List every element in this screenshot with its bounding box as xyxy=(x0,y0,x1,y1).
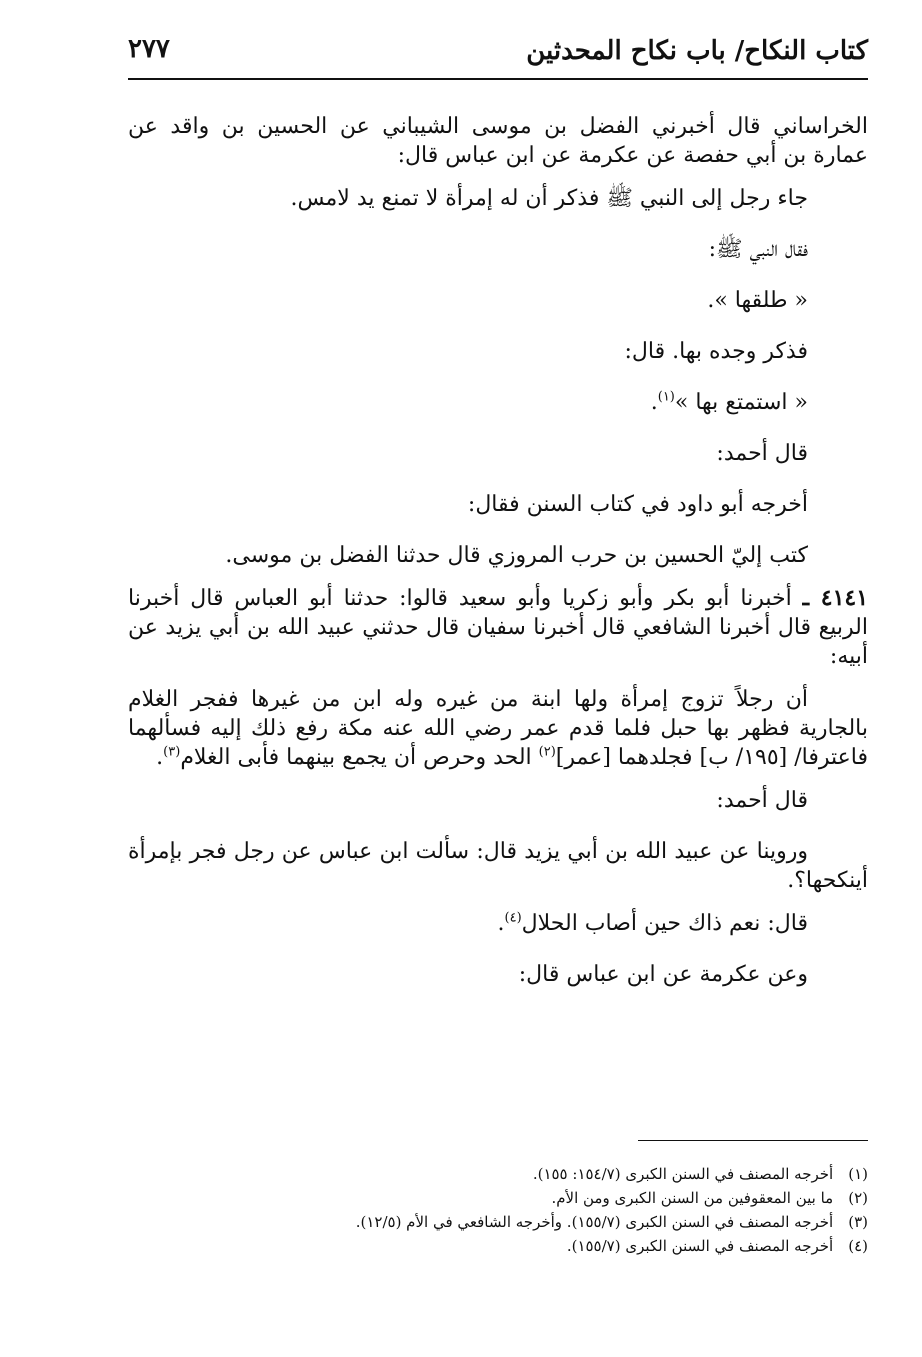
paragraph-quote-2 xyxy=(128,388,868,417)
period: . xyxy=(497,911,505,936)
footnote-ref-2: (٢) xyxy=(538,744,556,760)
answer-text: قال: نعم ذاك حين أصاب الحلال xyxy=(521,911,808,936)
footnote-text: أخرجه المصنف في السنن الكبرى (١٥٥/٧). xyxy=(566,1237,834,1255)
hadith-number: ٤١٤١ ـ xyxy=(802,585,869,611)
hadith-isnad: أخبرنا أبو بكر وأبو زكريا وأبو سعيد قالوا: حدثنا أبو العباس قال أخبرنا الربيع قال أخبرنا الشافعي قال أخبرنا سفيان قال حدثني عبيد الله بن أبي يزيد عن أبيه: xyxy=(128,586,868,669)
story-text-a: أن رجلاً تزوج إمرأة ولها ابنة من غيره وله ابن من غيرها ففجر الغلام بالجارية فظهر بها حبل فلما قدم عمر رضي الله عنه مكة رفع ذلك إليه فسألهما فاعترفا/ [١٩٥/ ب] فجلدهما [عمر] xyxy=(128,687,868,770)
paragraph-chain: كتب إليّ الحسين بن حرب المروزي قال حدثنا الفضل بن موسى. xyxy=(225,543,808,568)
paragraph-hadith-4141 xyxy=(128,584,868,671)
period: . xyxy=(650,390,658,415)
page-number: ٢٧٧ xyxy=(128,34,170,64)
footnote-4 xyxy=(178,1234,868,1258)
footnote-3 xyxy=(178,1210,868,1234)
paragraph-hadith: جاء رجل إلى النبي ﷺ فذكر أن له إمرأة لا تمنع يد لامس. xyxy=(290,186,808,211)
footnote-ref-1: (١) xyxy=(657,389,675,405)
footnote-2 xyxy=(178,1186,868,1210)
footnote-number: (٤) xyxy=(848,1237,868,1255)
footnote-text: ما بين المعقوفين من السنن الكبرى ومن الأم. xyxy=(551,1189,834,1207)
footnote-ref-3: (٣) xyxy=(163,744,181,760)
paragraph-prophet-said: فقال النبي ﷺ: xyxy=(708,237,808,262)
paragraph-riwaya: وروينا عن عبيد الله بن أبي يزيد قال: سألت ابن عباس عن رجل فجر بإمرأة أينكحها؟. xyxy=(128,839,868,893)
paragraph-isnad: الخراساني قال أخبرني الفضل بن موسى الشيباني عن الحسين بن واقد عن عمارة بن أبي حفصة عن عكرمة عن ابن عباس قال: xyxy=(128,114,868,168)
footnote-1 xyxy=(178,1162,868,1186)
period: . xyxy=(156,745,164,770)
footnote-text: أخرجه المصنف في السنن الكبرى (١٥٥/٧). وأخرجه الشافعي في الأم (١٢/٥). xyxy=(355,1213,834,1231)
header-rule xyxy=(128,78,868,80)
page-header xyxy=(128,30,868,80)
story-text-b: الحد وحرص أن يجمع بينهما فأبى الغلام xyxy=(180,745,539,770)
paragraph-quote: « طلقها ». xyxy=(707,288,808,313)
footnote-separator xyxy=(638,1140,868,1141)
footnotes xyxy=(178,1162,868,1258)
paragraph-answer xyxy=(128,909,868,938)
footnote-number: (٣) xyxy=(848,1213,868,1231)
running-title: كتاب النكاح/ باب نكاح المحدثين xyxy=(526,36,868,66)
paragraph-ahmad-said: قال أحمد: xyxy=(716,441,808,466)
footnote-number: (١) xyxy=(848,1165,868,1183)
paragraph-takhrij: أخرجه أبو داود في كتاب السنن فقال: xyxy=(467,492,808,517)
paragraph-story xyxy=(128,685,868,772)
paragraph-narration: فذكر وجده بها. قال: xyxy=(624,339,808,364)
footnote-number: (٢) xyxy=(848,1189,868,1207)
footnote-ref-4: (٤) xyxy=(504,910,522,926)
footnote-text: أخرجه المصنف في السنن الكبرى (١٥٤/٧: ١٥٥). xyxy=(532,1165,834,1183)
paragraph-ahmad-said-2: قال أحمد: xyxy=(716,788,808,813)
main-text xyxy=(128,112,868,1011)
paragraph-ikrima: وعن عكرمة عن ابن عباس قال: xyxy=(518,962,808,987)
quote-text: « استمتع بها » xyxy=(674,390,808,415)
